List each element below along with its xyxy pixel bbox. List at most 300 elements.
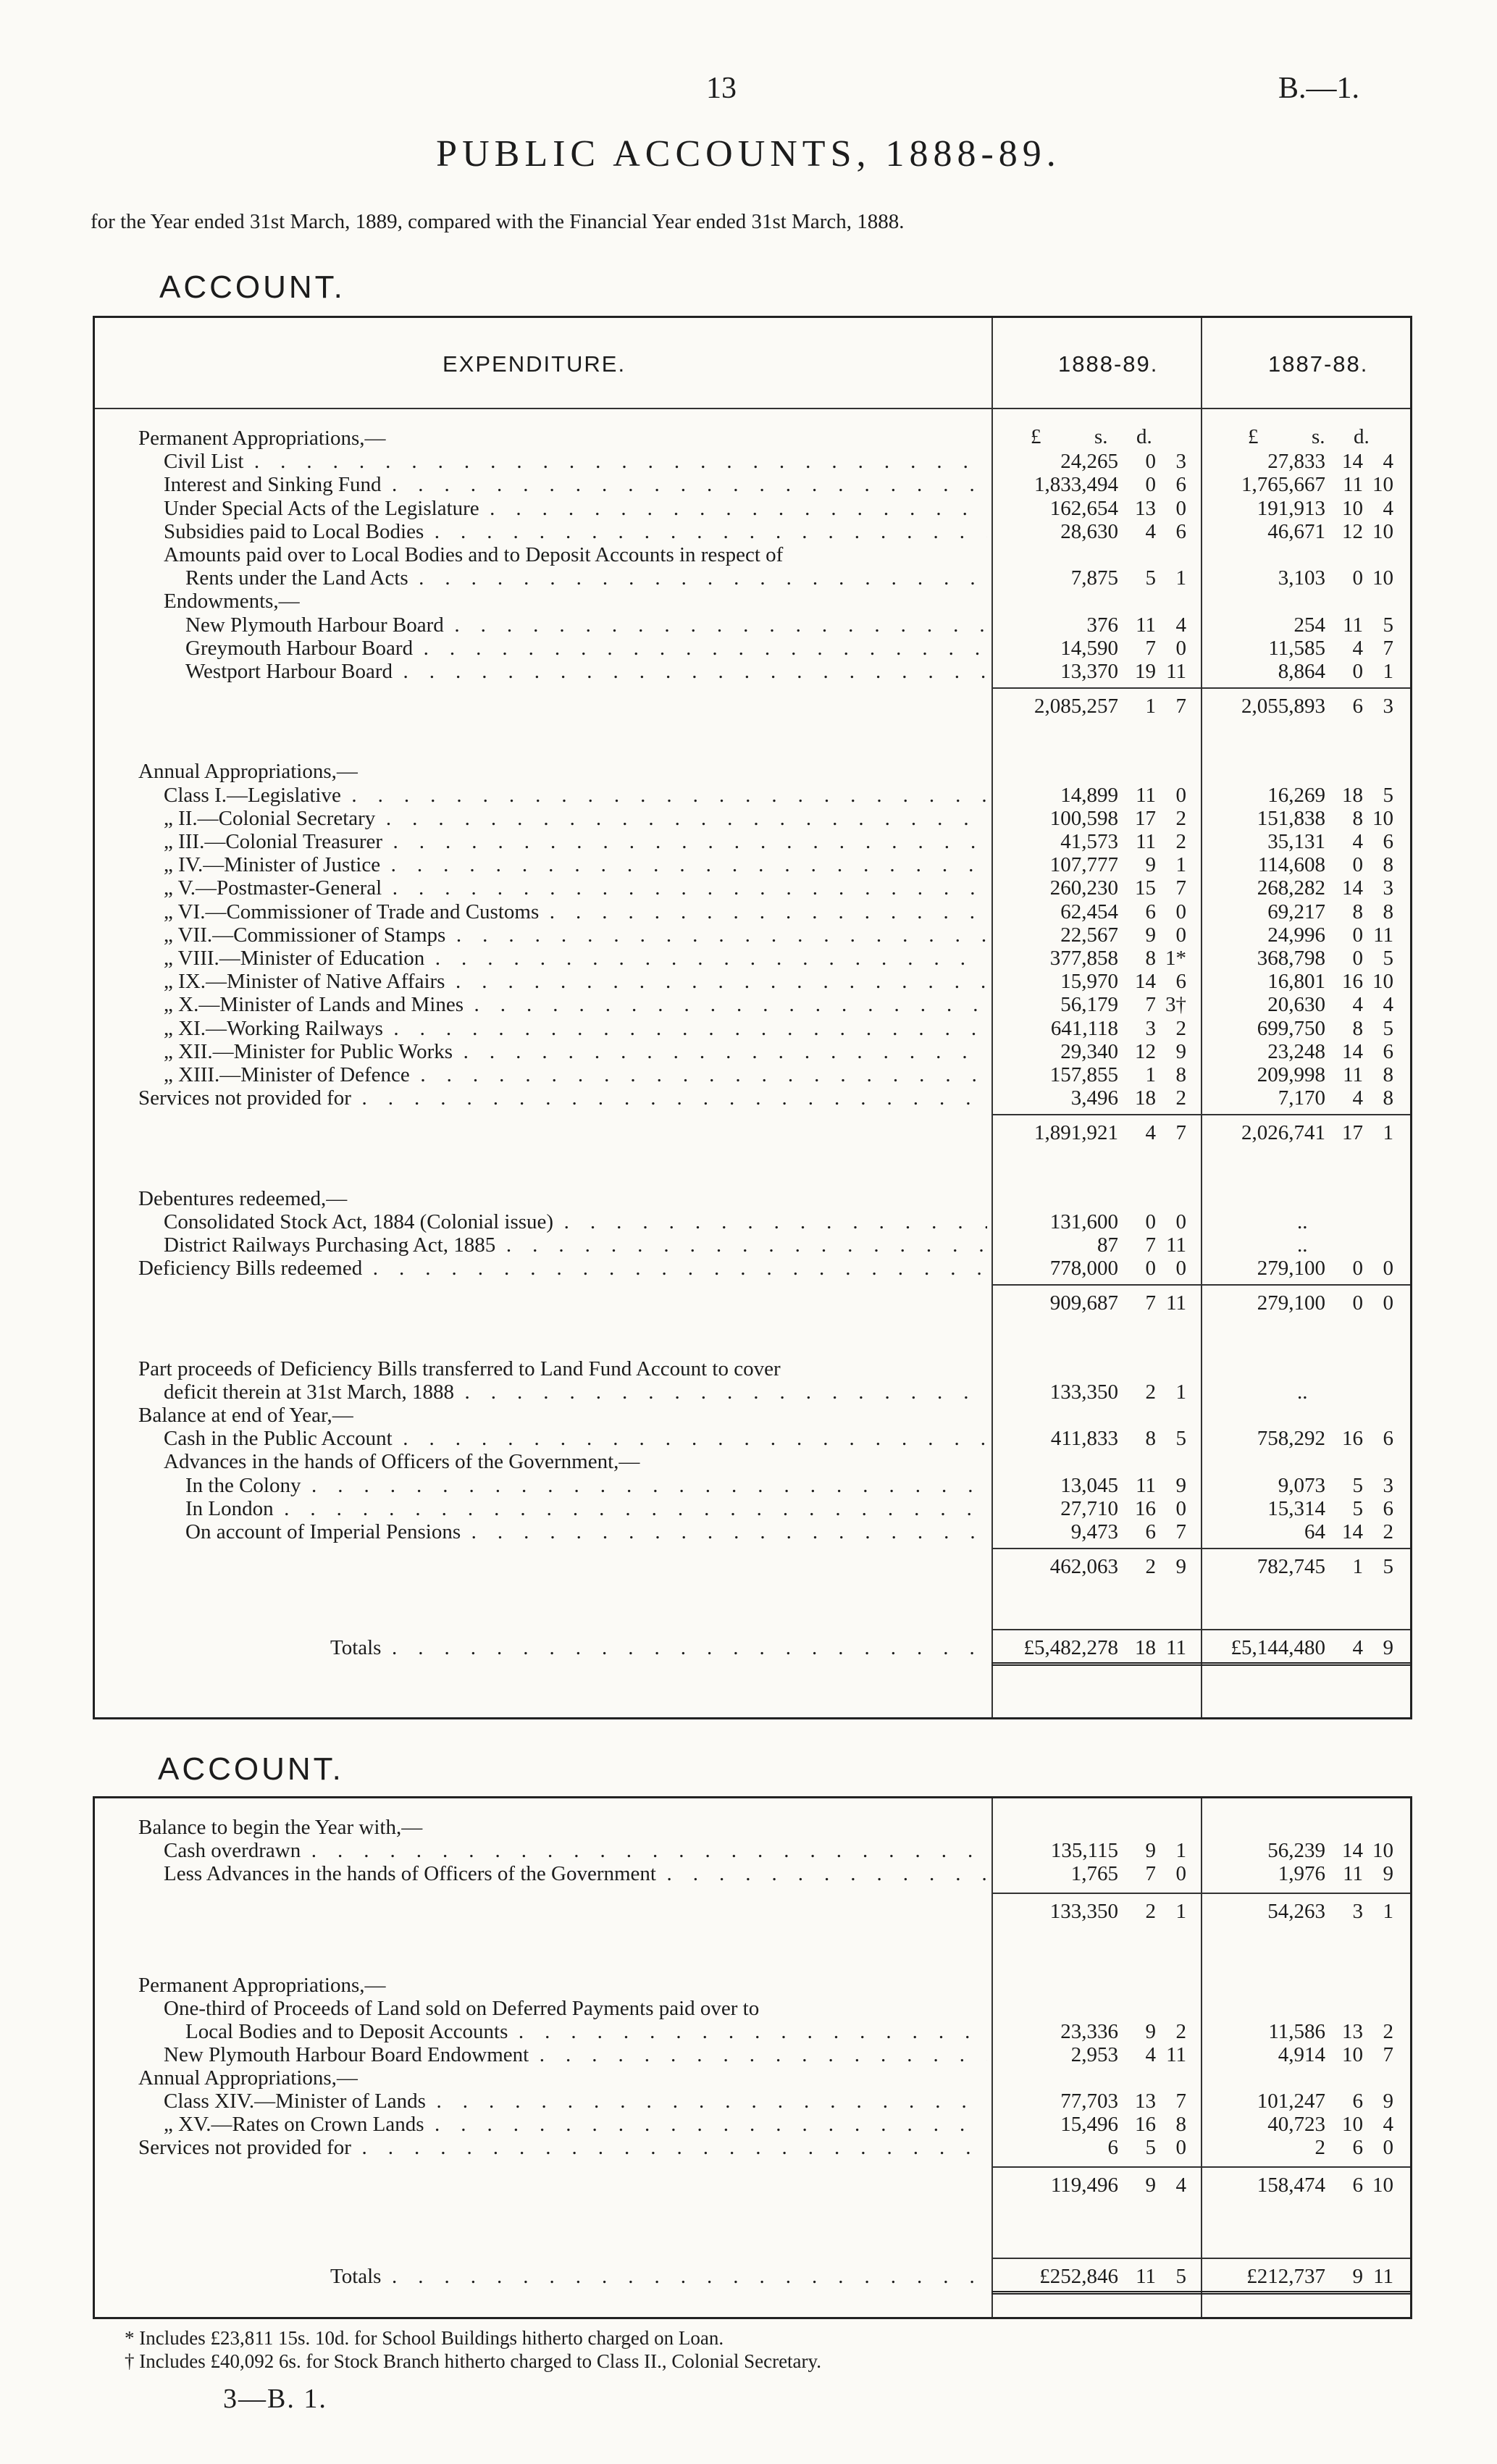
totals-rule bbox=[991, 1629, 1410, 1630]
pence-value: 4 bbox=[1175, 613, 1186, 637]
table-row bbox=[95, 543, 1414, 566]
page-signature: 3—B. 1. bbox=[223, 2384, 327, 2414]
amount-1888-89 bbox=[997, 970, 1186, 993]
amount-1887-88 bbox=[1204, 900, 1393, 923]
amount-1888-89 bbox=[997, 1257, 1186, 1280]
pounds-value: 23,336 bbox=[1060, 2020, 1118, 2043]
amount-1888-89 bbox=[997, 1291, 1186, 1315]
row-label: Class I.—Legislative . bbox=[164, 784, 987, 807]
shillings-value: 8 bbox=[1145, 1427, 1156, 1451]
pence-value: 3 bbox=[1383, 1473, 1393, 1497]
amount-1888-89 bbox=[997, 2090, 1186, 2113]
shillings-value: 4 bbox=[1352, 636, 1363, 660]
totals-row bbox=[95, 2265, 1414, 2288]
pence-value: 4 bbox=[1383, 496, 1393, 520]
pence-value: 6 bbox=[1175, 519, 1186, 543]
pence-value: 11 bbox=[1166, 2043, 1186, 2066]
pence-value: 10 bbox=[1372, 566, 1393, 590]
pounds-value: £5,144,480 bbox=[1230, 1636, 1325, 1660]
amount-1887-88 bbox=[1204, 660, 1393, 683]
amount-1887-88-blank: .. bbox=[1297, 1233, 1308, 1257]
pounds-value: 54,263 bbox=[1267, 1900, 1325, 1923]
amount-1888-89 bbox=[997, 613, 1186, 637]
amount-1887-88 bbox=[1204, 2020, 1393, 2043]
shillings-value: 10 bbox=[1342, 496, 1363, 520]
table-row bbox=[95, 1017, 1414, 1040]
pence-value: 2 bbox=[1383, 2020, 1393, 2043]
pence-value: 2 bbox=[1175, 1086, 1186, 1110]
row-label: On account of Imperial Pensions . bbox=[185, 1520, 987, 1543]
pence-value: 11 bbox=[1373, 923, 1393, 947]
pence-value: 9 bbox=[1175, 1473, 1186, 1497]
amount-1887-88 bbox=[1204, 2043, 1393, 2066]
table-row bbox=[95, 1497, 1414, 1520]
pounds-value: 778,000 bbox=[1049, 1257, 1118, 1281]
shillings-value: 9 bbox=[1145, 853, 1156, 877]
table-row bbox=[95, 427, 1414, 450]
shillings-value: 7 bbox=[1145, 1291, 1156, 1315]
pence-value: 4 bbox=[1383, 2113, 1393, 2136]
pence-value: 5 bbox=[1175, 1427, 1186, 1451]
pence-value: 7 bbox=[1175, 1121, 1186, 1145]
shillings-value: 3 bbox=[1352, 1900, 1363, 1923]
pence-value: 8 bbox=[1383, 1063, 1393, 1086]
row-label: deficit therein at 31st March, 1888 . bbox=[164, 1380, 987, 1404]
pence-value: 6 bbox=[1383, 1039, 1393, 1063]
row-label: „ VI.—Commissioner of Trade and Customs . bbox=[164, 900, 987, 923]
shillings-value: 4 bbox=[1352, 1086, 1363, 1110]
pounds-value: 699,750 bbox=[1257, 1016, 1325, 1040]
pounds-value: 9,073 bbox=[1278, 1473, 1325, 1497]
row-label: Cash overdrawn . bbox=[164, 1839, 987, 1862]
shillings-value: 4 bbox=[1145, 519, 1156, 543]
pounds-value: 14,899 bbox=[1060, 783, 1118, 807]
shillings-value: 4 bbox=[1352, 830, 1363, 853]
pounds-value: 7,170 bbox=[1278, 1086, 1325, 1110]
row-label: District Railways Purchasing Act, 1885 . bbox=[164, 1233, 987, 1257]
pounds-value: 24,996 bbox=[1267, 923, 1325, 947]
amount-1888-89 bbox=[997, 1427, 1186, 1450]
row-label: Consolidated Stock Act, 1884 (Colonial issue) . bbox=[164, 1210, 987, 1233]
amount-1887-88 bbox=[1204, 947, 1393, 970]
pence-value: 4 bbox=[1383, 450, 1393, 474]
table-row bbox=[95, 2043, 1414, 2066]
pence-value: 0 bbox=[1175, 496, 1186, 520]
table-row bbox=[95, 1086, 1414, 1110]
amount-1887-88 bbox=[1204, 637, 1393, 660]
shillings-value: 15 bbox=[1135, 876, 1156, 900]
pence-value: 8 bbox=[1383, 1086, 1393, 1110]
table-row bbox=[95, 853, 1414, 876]
row-label: Totals . bbox=[330, 2265, 987, 2288]
pence-value: 11 bbox=[1373, 2265, 1393, 2288]
pence-value: 2 bbox=[1175, 830, 1186, 853]
shillings-value: 18 bbox=[1342, 783, 1363, 807]
amount-1887-88 bbox=[1204, 1040, 1393, 1063]
amount-1887-88 bbox=[1204, 1520, 1393, 1543]
amount-1887-88 bbox=[1204, 1121, 1393, 1144]
pence-value: 4 bbox=[1175, 2174, 1186, 2197]
amount-1888-89 bbox=[997, 1497, 1186, 1520]
pounds-value: 368,798 bbox=[1257, 947, 1325, 970]
totals-double-rule bbox=[991, 2291, 1410, 2295]
amount-1887-88 bbox=[1204, 497, 1393, 520]
table-row bbox=[95, 473, 1414, 496]
amount-1888-89 bbox=[997, 450, 1186, 473]
pounds-value: 1,976 bbox=[1278, 1862, 1325, 1885]
shillings-value: 7 bbox=[1145, 1862, 1156, 1885]
pounds-value: 27,833 bbox=[1267, 450, 1325, 474]
shilling-unit-1887: s. bbox=[1312, 425, 1325, 448]
pence-value: 0 bbox=[1175, 923, 1186, 947]
pounds-value: 20,630 bbox=[1267, 993, 1325, 1017]
subtotal-rule bbox=[991, 1114, 1410, 1115]
subtotal-rule bbox=[991, 2166, 1410, 2168]
pounds-value: £212,737 bbox=[1246, 2265, 1325, 2288]
pound-unit-1887: £ bbox=[1248, 425, 1259, 448]
pence-value: 1 bbox=[1383, 1121, 1393, 1145]
table-row bbox=[95, 520, 1414, 543]
row-label: Permanent Appropriations,— bbox=[138, 1974, 386, 1997]
pence-value: 5 bbox=[1383, 613, 1393, 637]
pence-value: 2 bbox=[1175, 1016, 1186, 1040]
amount-1887-88 bbox=[1204, 566, 1393, 590]
row-label: Rents under the Land Acts . bbox=[185, 566, 987, 590]
shillings-value: 7 bbox=[1145, 1233, 1156, 1257]
pence-value: 2 bbox=[1383, 1520, 1393, 1543]
amount-1887-88 bbox=[1204, 2136, 1393, 2159]
amount-1888-89 bbox=[997, 830, 1186, 853]
pounds-value: 24,265 bbox=[1060, 450, 1118, 474]
shillings-value: 19 bbox=[1135, 660, 1156, 683]
row-label: In London . bbox=[185, 1497, 987, 1520]
shillings-value: 0 bbox=[1145, 1257, 1156, 1281]
pounds-value: 7,875 bbox=[1070, 566, 1118, 590]
shillings-value: 14 bbox=[1342, 876, 1363, 900]
table-row bbox=[95, 1450, 1414, 1473]
row-label: Cash in the Public Account . bbox=[164, 1427, 987, 1450]
pounds-value: 87 bbox=[1097, 1233, 1118, 1257]
pence-value: 0 bbox=[1175, 900, 1186, 923]
shillings-value: 13 bbox=[1342, 2020, 1363, 2043]
amount-1887-88 bbox=[1204, 876, 1393, 900]
shillings-value: 11 bbox=[1343, 613, 1363, 637]
pounds-value: 9,473 bbox=[1070, 1520, 1118, 1543]
table-row bbox=[95, 1404, 1414, 1427]
row-label: Endowments,— bbox=[164, 590, 300, 613]
pence-value: 0 bbox=[1175, 636, 1186, 660]
shillings-value: 4 bbox=[1145, 2043, 1156, 2066]
pence-value: 10 bbox=[1372, 970, 1393, 994]
shillings-value: 0 bbox=[1352, 566, 1363, 590]
pounds-value: 23,248 bbox=[1267, 1039, 1325, 1063]
shillings-value: 8 bbox=[1145, 947, 1156, 970]
shillings-value: 11 bbox=[1136, 830, 1156, 853]
pence-value: 9 bbox=[1383, 1862, 1393, 1885]
row-label: „ IX.—Minister of Native Affairs . bbox=[164, 970, 987, 993]
pence-value: 3 bbox=[1383, 876, 1393, 900]
amount-1888-89 bbox=[997, 1210, 1186, 1233]
table-row bbox=[95, 807, 1414, 830]
amount-1888-89 bbox=[997, 1862, 1186, 1885]
pounds-value: 782,745 bbox=[1257, 1555, 1325, 1579]
pounds-value: 69,217 bbox=[1267, 900, 1325, 923]
shillings-value: 14 bbox=[1342, 1839, 1363, 1862]
amount-1888-89 bbox=[997, 695, 1186, 718]
pence-value: 3 bbox=[1383, 695, 1393, 718]
shillings-value: 16 bbox=[1342, 970, 1363, 994]
pence-value: 7 bbox=[1175, 695, 1186, 718]
shillings-value: 13 bbox=[1135, 496, 1156, 520]
amount-1887-88 bbox=[1204, 2090, 1393, 2113]
pence-value: 9 bbox=[1175, 1039, 1186, 1063]
pence-value: 7 bbox=[1175, 876, 1186, 900]
pounds-value: 28,630 bbox=[1060, 519, 1118, 543]
shillings-value: 5 bbox=[1352, 1473, 1363, 1497]
shillings-value: 5 bbox=[1145, 566, 1156, 590]
amount-1888-89 bbox=[997, 947, 1186, 970]
amount-1888-89 bbox=[997, 784, 1186, 807]
amount-1888-89 bbox=[997, 1121, 1186, 1144]
row-label: Advances in the hands of Officers of the Government,— bbox=[164, 1450, 640, 1474]
row-label: Westport Harbour Board . bbox=[185, 660, 987, 683]
row-label: Local Bodies and to Deposit Accounts . bbox=[185, 2020, 987, 2043]
pence-value: 8 bbox=[1383, 900, 1393, 923]
shillings-value: 0 bbox=[1352, 947, 1363, 970]
table-row bbox=[95, 784, 1414, 807]
shillings-value: 9 bbox=[1145, 923, 1156, 947]
amount-1888-89 bbox=[997, 1900, 1186, 1923]
pence-value: 6 bbox=[1383, 830, 1393, 853]
subtotal-rule bbox=[991, 1548, 1410, 1549]
row-label: „ III.—Colonial Treasurer . bbox=[164, 830, 987, 853]
pence-value: 1 bbox=[1175, 1380, 1186, 1404]
amount-1888-89 bbox=[997, 900, 1186, 923]
pounds-value: 15,496 bbox=[1060, 2113, 1118, 2136]
totals-double-rule bbox=[991, 1662, 1410, 1666]
row-label: Deficiency Bills redeemed . bbox=[138, 1257, 987, 1280]
amount-1887-88-blank: .. bbox=[1297, 1210, 1308, 1233]
pounds-value: 133,350 bbox=[1049, 1900, 1118, 1923]
pounds-value: 6 bbox=[1107, 2136, 1118, 2159]
page-title: PUBLIC ACCOUNTS, 1888-89. bbox=[436, 133, 1061, 175]
pence-value: 1 bbox=[1175, 853, 1186, 877]
shillings-value: 6 bbox=[1145, 900, 1156, 923]
row-label: Class XIV.—Minister of Lands . bbox=[164, 2090, 987, 2113]
pound-unit-1888: £ bbox=[1031, 425, 1041, 448]
pence-value: 1* bbox=[1165, 947, 1186, 970]
subtotal-row bbox=[95, 1900, 1414, 1923]
pounds-value: 22,567 bbox=[1060, 923, 1118, 947]
table-row bbox=[95, 2136, 1414, 2159]
shillings-value: 2 bbox=[1145, 1900, 1156, 1923]
shillings-value: 11 bbox=[1136, 783, 1156, 807]
amount-1887-88 bbox=[1204, 807, 1393, 830]
shillings-value: 18 bbox=[1135, 1636, 1156, 1660]
pence-value: 8 bbox=[1175, 1063, 1186, 1086]
row-label: „ XI.—Working Railways . bbox=[164, 1017, 987, 1040]
shillings-value: 6 bbox=[1145, 1520, 1156, 1543]
amount-1887-88-blank: .. bbox=[1297, 1380, 1308, 1404]
pounds-value: 376 bbox=[1086, 613, 1118, 637]
shillings-value: 1 bbox=[1352, 1555, 1363, 1579]
amount-1888-89 bbox=[997, 1520, 1186, 1543]
pence-value: 3 bbox=[1175, 450, 1186, 474]
pence-value: 6 bbox=[1175, 970, 1186, 994]
row-label: Subsidies paid to Local Bodies . bbox=[164, 520, 987, 543]
shillings-value: 8 bbox=[1352, 1016, 1363, 1040]
row-label: Balance to begin the Year with,— bbox=[138, 1816, 423, 1839]
amount-1887-88 bbox=[1204, 1291, 1393, 1315]
pounds-value: 114,608 bbox=[1257, 853, 1325, 877]
pence-value: 0 bbox=[1383, 2136, 1393, 2159]
amount-1887-88 bbox=[1204, 853, 1393, 876]
amount-1887-88 bbox=[1204, 1427, 1393, 1450]
pence-value: 2 bbox=[1175, 2020, 1186, 2043]
pounds-value: 2,055,893 bbox=[1241, 695, 1325, 718]
shillings-value: 4 bbox=[1352, 1636, 1363, 1660]
footnote-stock-branch: † Includes £40,092 6s. for Stock Branch hitherto charged to Class II., Colonial Secretary. bbox=[125, 2350, 822, 2372]
pounds-value: 11,585 bbox=[1268, 636, 1325, 660]
amount-1888-89 bbox=[997, 1040, 1186, 1063]
pounds-value: 4,914 bbox=[1278, 2043, 1325, 2066]
subtotal-row bbox=[95, 2174, 1414, 2197]
shillings-value: 11 bbox=[1136, 2265, 1156, 2288]
subtotal-rule bbox=[991, 1893, 1410, 1894]
table-row bbox=[95, 1427, 1414, 1450]
row-label: Permanent Appropriations,— bbox=[138, 427, 386, 450]
pounds-value: 135,115 bbox=[1050, 1839, 1118, 1862]
shillings-value: 11 bbox=[1343, 1862, 1363, 1885]
table-row bbox=[95, 2090, 1414, 2113]
pence-value: 1 bbox=[1175, 1839, 1186, 1862]
shillings-value: 8 bbox=[1352, 806, 1363, 830]
shillings-value: 11 bbox=[1343, 1063, 1363, 1086]
pounds-value: 14,590 bbox=[1060, 636, 1118, 660]
amount-1888-89 bbox=[984, 2265, 1186, 2288]
pence-value: 3† bbox=[1165, 993, 1186, 1017]
shillings-value: 2 bbox=[1145, 1380, 1156, 1404]
amount-1887-88 bbox=[1204, 520, 1393, 543]
shillings-value: 7 bbox=[1145, 993, 1156, 1017]
pounds-value: 100,598 bbox=[1049, 806, 1118, 830]
pence-value: 0 bbox=[1175, 1862, 1186, 1885]
shillings-value: 12 bbox=[1342, 519, 1363, 543]
pence-value: 8 bbox=[1175, 2113, 1186, 2136]
pounds-value: 77,703 bbox=[1060, 2090, 1118, 2113]
row-label: Civil List . bbox=[164, 450, 987, 473]
amount-1888-89 bbox=[997, 2174, 1186, 2197]
pounds-value: 15,314 bbox=[1267, 1496, 1325, 1520]
shillings-value: 7 bbox=[1145, 636, 1156, 660]
pounds-value: £5,482,278 bbox=[1023, 1636, 1118, 1660]
shillings-value: 8 bbox=[1352, 900, 1363, 923]
table-row bbox=[95, 450, 1414, 473]
pence-value: 7 bbox=[1175, 1520, 1186, 1543]
pence-value: 1 bbox=[1175, 566, 1186, 590]
subtotal-row bbox=[95, 1555, 1414, 1578]
shillings-value: 1 bbox=[1145, 1063, 1156, 1086]
pence-value: 6 bbox=[1383, 1496, 1393, 1520]
amount-1888-89 bbox=[997, 1380, 1186, 1404]
shillings-value: 9 bbox=[1145, 1839, 1156, 1862]
pence-value: 0 bbox=[1175, 783, 1186, 807]
shillings-value: 0 bbox=[1145, 1210, 1156, 1233]
shillings-value: 6 bbox=[1352, 2174, 1363, 2197]
pounds-value: 35,131 bbox=[1267, 830, 1325, 853]
shillings-value: 6 bbox=[1352, 695, 1363, 718]
pounds-value: 191,913 bbox=[1257, 496, 1325, 520]
shillings-value: 0 bbox=[1352, 923, 1363, 947]
shillings-value: 18 bbox=[1135, 1086, 1156, 1110]
shillings-value: 17 bbox=[1135, 806, 1156, 830]
amount-1887-88 bbox=[1204, 923, 1393, 947]
amount-1888-89 bbox=[997, 1063, 1186, 1086]
pounds-value: 1,765,667 bbox=[1241, 473, 1325, 497]
pence-value: 5 bbox=[1383, 1016, 1393, 1040]
pence-value: 0 bbox=[1175, 2136, 1186, 2159]
shillings-value: 4 bbox=[1145, 1121, 1156, 1145]
pounds-value: 2 bbox=[1314, 2136, 1325, 2159]
amount-1887-88 bbox=[1204, 473, 1393, 496]
pounds-value: 1,833,494 bbox=[1034, 473, 1118, 497]
pounds-value: 133,350 bbox=[1049, 1380, 1118, 1404]
shillings-value: 0 bbox=[1352, 1257, 1363, 1281]
pounds-value: 162,654 bbox=[1049, 496, 1118, 520]
row-label: New Plymouth Harbour Board . bbox=[185, 613, 987, 637]
pounds-value: 151,838 bbox=[1257, 806, 1325, 830]
pounds-value: 2,085,257 bbox=[1034, 695, 1118, 718]
row-label: „ VIII.—Minister of Education . bbox=[164, 947, 987, 970]
pounds-value: 279,100 bbox=[1257, 1257, 1325, 1281]
pounds-value: 268,282 bbox=[1257, 876, 1325, 900]
pence-value: 9 bbox=[1175, 1555, 1186, 1579]
pounds-value: 462,063 bbox=[1049, 1555, 1118, 1579]
table-row bbox=[95, 1862, 1414, 1885]
amount-1888-89 bbox=[997, 637, 1186, 660]
shilling-unit-1888: s. bbox=[1094, 425, 1108, 448]
amount-1888-89 bbox=[997, 876, 1186, 900]
pounds-value: 279,100 bbox=[1257, 1291, 1325, 1315]
pounds-value: 101,247 bbox=[1257, 2090, 1325, 2113]
row-label: „ XII.—Minister for Public Works . bbox=[164, 1040, 987, 1063]
pounds-value: 411,833 bbox=[1050, 1427, 1118, 1451]
amount-1888-89 bbox=[997, 520, 1186, 543]
row-label: One-third of Proceeds of Land sold on Deferred Payments paid over to bbox=[164, 1997, 760, 2020]
pounds-value: £252,846 bbox=[1039, 2265, 1118, 2288]
shillings-value: 13 bbox=[1135, 2090, 1156, 2113]
table-row bbox=[95, 613, 1414, 637]
table-row bbox=[95, 1380, 1414, 1404]
shillings-value: 2 bbox=[1145, 1555, 1156, 1579]
pounds-value: 909,687 bbox=[1049, 1291, 1118, 1315]
table-row bbox=[95, 637, 1414, 660]
amount-1888-89 bbox=[997, 1839, 1186, 1862]
row-label: Under Special Acts of the Legislature . bbox=[164, 497, 987, 520]
shillings-value: 5 bbox=[1145, 2136, 1156, 2159]
amount-1887-88 bbox=[1204, 1900, 1393, 1923]
pence-value: 5 bbox=[1383, 783, 1393, 807]
shillings-value: 16 bbox=[1135, 1496, 1156, 1520]
row-label: Annual Appropriations,— bbox=[138, 2066, 358, 2090]
table-row bbox=[95, 2113, 1414, 2136]
amount-1888-89 bbox=[997, 807, 1186, 830]
pounds-value: 11,586 bbox=[1268, 2020, 1325, 2043]
table-row bbox=[95, 1210, 1414, 1233]
shillings-value: 14 bbox=[1135, 970, 1156, 994]
year-1888-89-heading: 1888-89. bbox=[1058, 351, 1159, 377]
row-label: „ X.—Minister of Lands and Mines . bbox=[164, 993, 987, 1016]
